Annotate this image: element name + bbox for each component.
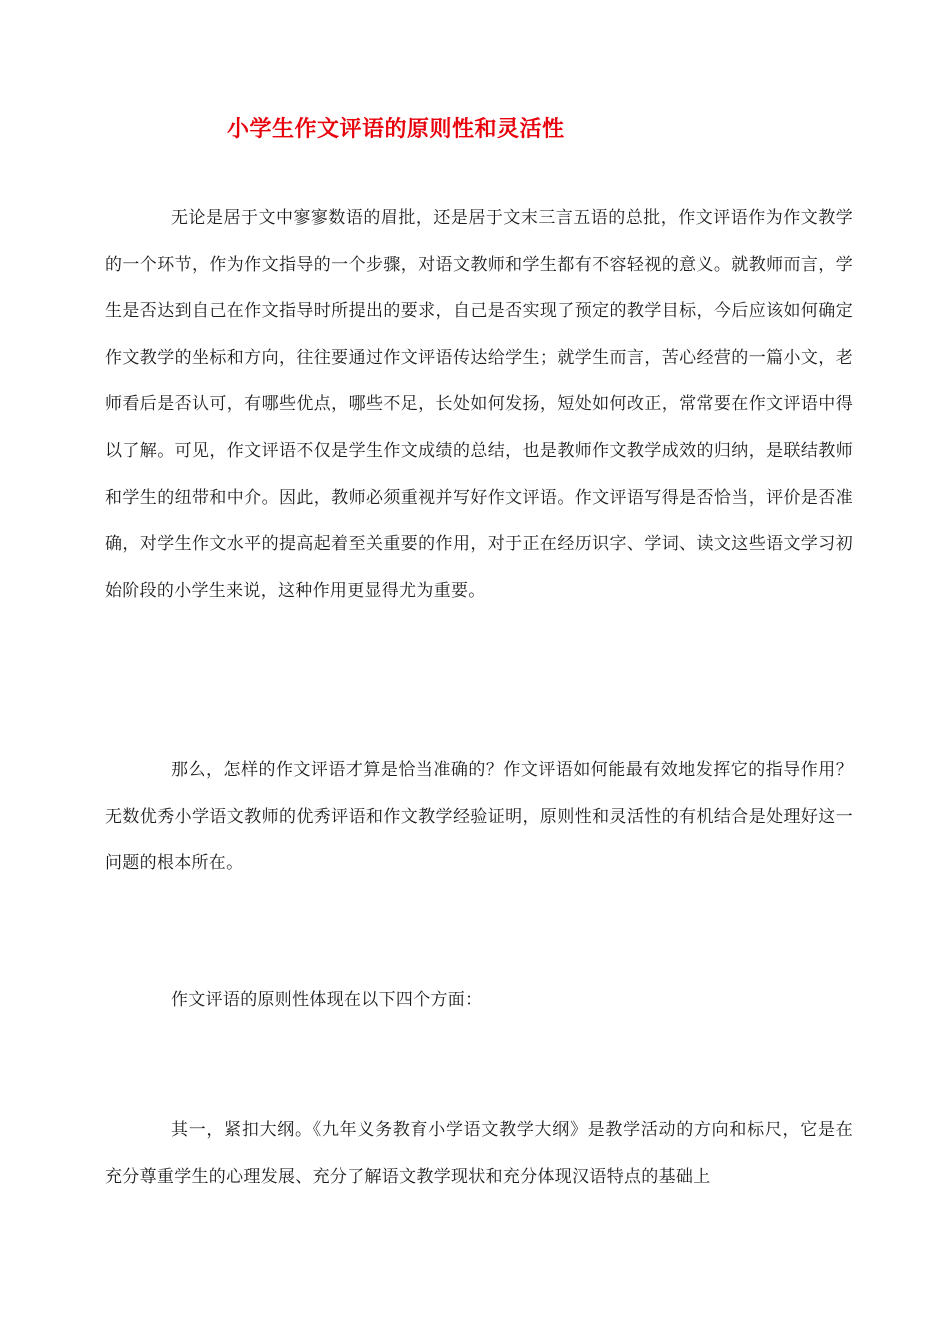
paragraph-principle-one: 其一，紧扣大纲。《九年义务教育小学语文教学大纲》是教学活动的方向和标尺，它是在充分尊重学生的心理发展、充分了解语文教学现状和充分体现汉语特点的基础上 — [105, 1120, 853, 1187]
paragraph-principles-heading: 作文评语的原则性体现在以下四个方面： — [171, 990, 483, 1010]
paragraph-intro: 无论是居于文中寥寥数语的眉批，还是居于文末三言五语的总批，作文评语作为作文教学的一个环节，作为作文指导的一个步骤，对语文教师和学生都有不容轻视的意义。就教师而言，学生是否达到自己在作文指导时所提出的要求，自己是否实现了预定的教学目标，今后应该如何确定作文教学的坐标和方向，往往要通过作文评语传达给学生；就学生而言，苦心经营的一篇小文，老师看后是否认可，有哪些优点，哪些不足，长处如何发扬，短处如何改正，常常要在作文评语中得以了解。可见，作文评语不仅是学生作文成绩的总结，也是教师作文教学成效的归纳，是联结教师和学生的纽带和中介。因此，教师必须重视并写好作文评语。作文评语写得是否恰当，评价是否准确，对学生作文水平的提高起着至关重要的作用，对于正在经历识字、学词、读文这些语文学习初始阶段的小学生来说，这种作用更显得尤为重要。 — [105, 208, 853, 601]
paragraph-question: 那么，怎样的作文评语才算是恰当准确的？作文评语如何能最有效地发挥它的指导作用？无数优秀小学语文教师的优秀评语和作文教学经验证明，原则性和灵活性的有机结合是处理好这一问题的根本所在。 — [105, 760, 853, 874]
document-title: 小学生作文评语的原则性和灵活性 — [227, 116, 565, 142]
